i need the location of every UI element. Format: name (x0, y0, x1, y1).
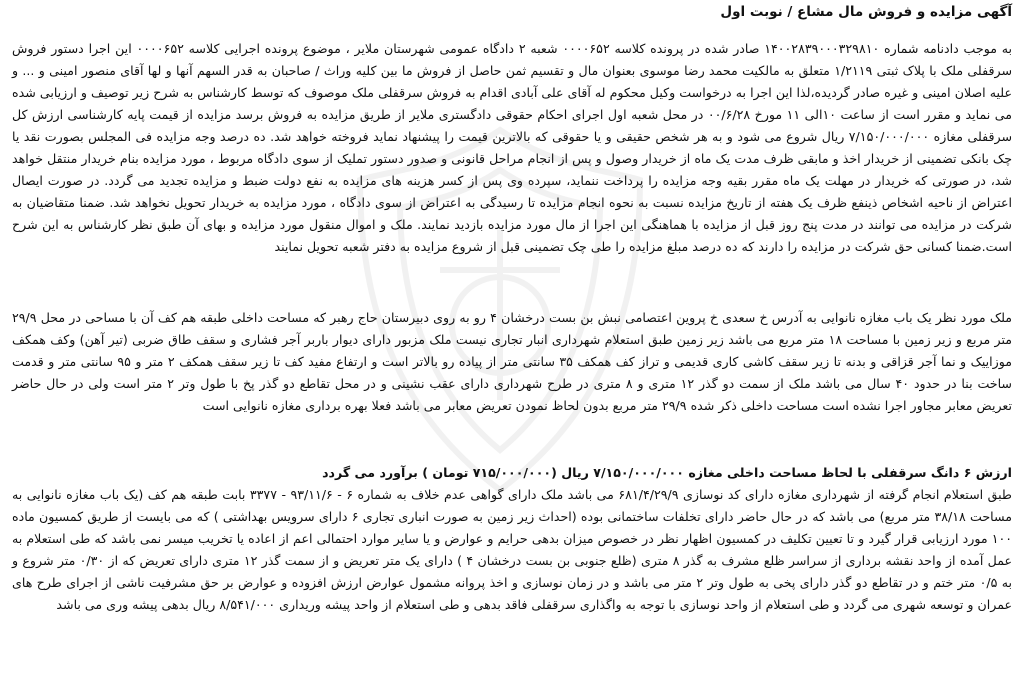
notice-paragraph-3: ارزش ۶ دانگ سرقفلی با لحاظ مساحت داخلی مغازه ۷/۱۵۰/۰۰۰/۰۰۰ ریال (۷۱۵/۰۰۰/۰۰۰ تومان ) برآورد می گردد (322, 465, 1012, 480)
notice-paragraph-1: به موجب دادنامه شماره ۱۴۰۰۲۸۳۹۰۰۰۳۲۹۸۱۰ صادر شده در پرونده کلاسه ۰۰۰۰۶۵۲ شعبه ۲ دادگاه عمومی شهرستان ملایر ، موضوع پرونده اجرایی کلاسه ۰۰۰۰۶۵۲ این اجرا دستور فروش سرقفلی ملک با پلاک ثبتی ۱/۲۱۱۹ متعلق به مالکیت محمد رضا موسوی بعنوان مال و تقسیم ثمن حاصل از فروش ما بین کلیه وراث / صاحبان به قدر السهم آنها و لها آقای منصور امینی و ... و علیه اصلان امینی و غیره صادر گردیده،لذا این اجرا به درخواست وکیل محکوم له آقای علی آبادی اقدام به فروش سرقفلی ملک موصوف که توسط کارشناس به شرح زیر توصیف و ارزیابی شده می نماید و مقرر است از ساعت ۱۰الی ۱۱ مورخ ۰۰/۶/۲۸ در محل شعبه اول اجرای احکام حقوقی دادگستری ملایر از طریق مزایده به فروش برسد مزایده از قیمت پایه کارشناسی ارزش کل سرقفلی مغازه ۷/۱۵۰/۰۰۰/۰۰۰ ریال شروع می شود و به هر شخص حقیقی و یا حقوقی که بالاترین قیمت را پیشنهاد نماید فروخته خواهد شد. ده درصد وجه مزایده فی المجلس بصورت نقد یا چک بانکی تضمینی از خریدار اخذ و مابقی ظرف مدت یک ماه از خریدار وصول و پس از انجام مراحل قانونی و صدور دستور تملیک از سوی دادگاه مربوط ، مورد مزایده بنام خریدار منتقل خواهد شد، در صورتی که خریدار در مهلت یک ماه مقرر بقیه وجه مزایده را پرداخت ننماید، سپرده وی پس از کسر هزینه های مزایده به نفع دولت ضبط و مزایده تجدید می گردد. در صورت ایصال اعتراض از ناحیه اشخاص ذینفع ظرف یک هفته از تاریخ مزایده نسبت به نحوه انجام مزایده تا رسیدگی به اعتراض از سوی دادگاه ، مورد مزایده به خریدار تحویل نخواهد شد. ضمنا متقاضیان به شرکت در مزایده می توانند در مدت پنج روز قبل از مزایده با هماهنگی این اجرا از مال مورد مزایده بازدید نمایند. ملک و اموال منقول مورد مزایده و بهای آن طبق نظر کارشناس به این شرح است.ضمنا کسانی حق شرکت در مزایده را دارند که ده درصد مبلغ مزایده را طی چک تضمینی قبل از شروع مزایده به دفتر شعبه تحویل نمایند (12, 41, 1013, 254)
notice-paragraph-4: طبق استعلام انجام گرفته از شهرداری مغازه دارای کد نوسازی ۶۸۱/۴/۲۹/۹ می باشد ملک دارای گواهی عدم خلاف به شماره ۶ - ۹۳/۱۱/۶ - ۳۳۷۷ بابت طبقه هم کف (یک باب مغازه نانوایی به مساحت ۳۸/۱۸ متر مربع) می باشد که در حال حاضر دارای تخلفات ساختمانی بوده (احداث زیر زمین به صورت انباری تجاری ۶ دارای سرویس بهداشتی ) که می بایست از طریق کمسیون ماده ۱۰۰ مورد ارزیابی قرار گیرد و تا تعیین تکلیف در کمسیون اظهار نظر در خصوص میزان بدهی حرایم و عوارض و یا سایر موارد احتمالی اعم از اعاده یا تخریب میسر نمی باشد که طی استعلام به عمل آمده از واحد نقشه برداری از سراسر ظلع مشرف به گذر ۸ متری (ظلع جنوبی بن بست درخشان ۴ ) دارای یک متر تعریض و از سمت گذر ۱۲ متری دارای تعریض که از ۰/۳۰ متر شروع و به ۰/۵ متر ختم و در تقاطع دو گذر دارای پخی به طول وتر ۲ متر می باشد و در زمان نوسازی و اخذ پروانه مشمول عوارض ارزش افزوده و عوارض بر حق مشرفیت ناشی از اجرای طرح های عمران و توسعه شهری می گردد و طی استعلام از واحد نوسازی با توجه به واگذاری سرقفلی فاقد بدهی و طی استعلام از واحد پیشه وریداری ۸/۵۴۱/۰۰۰ ریال بدهی پیشه وری می باشد (12, 487, 1012, 612)
notice-title: آگهی مزایده و فروش مال مشاع / نوبت اول (720, 4, 1012, 20)
notice-paragraph-2: ملک مورد نظر یک باب مغازه نانوایی به آدرس خ سعدی خ پروین اعتصامی نبش بن بست درخشان ۴ رو به روی دبیرستان حاج رهبر که مساحت داخلی طبقه هم کف آن با مساحی در محل ۲۹/۹ متر مربع و زیر زمین با مساحت ۱۸ متر مربع می باشد زیر زمین طبق استعلام شهرداری انبار تجاری نیست ملک مزبور دارای دیوار باربر آجر فشاری و سقف طاق ضربی (تیر آهن) وکف همکف موزاییک و نما آجر قزاقی و بدنه تا زیر سقف کاشی کاری قدیمی و تراز کف همکف ۳۵ سانتی متر از پیاده رو بالاتر است و ارتفاع مفید کف تا زیر سقف همکف ۲ متر و ۹۵ سانتی متر و قدمت ساخت بنا در حدود ۴۰ سال می باشد ملک از سمت دو گذر ۱۲ متری و ۸ متری در طرح شهرداری دارای عقب نشینی و در محل تقاطع دو گذر پخ با طول وتر ۲ متر است ولی در حال حاضر تعریض معابر مجاور اجرا نشده است مساحت داخلی ذکر شده ۲۹/۹ متر مربع بدون لحاظ نمودن تعریض معابر می باشد فعلا بهره برداری مغازه نانوایی است (12, 310, 1013, 413)
